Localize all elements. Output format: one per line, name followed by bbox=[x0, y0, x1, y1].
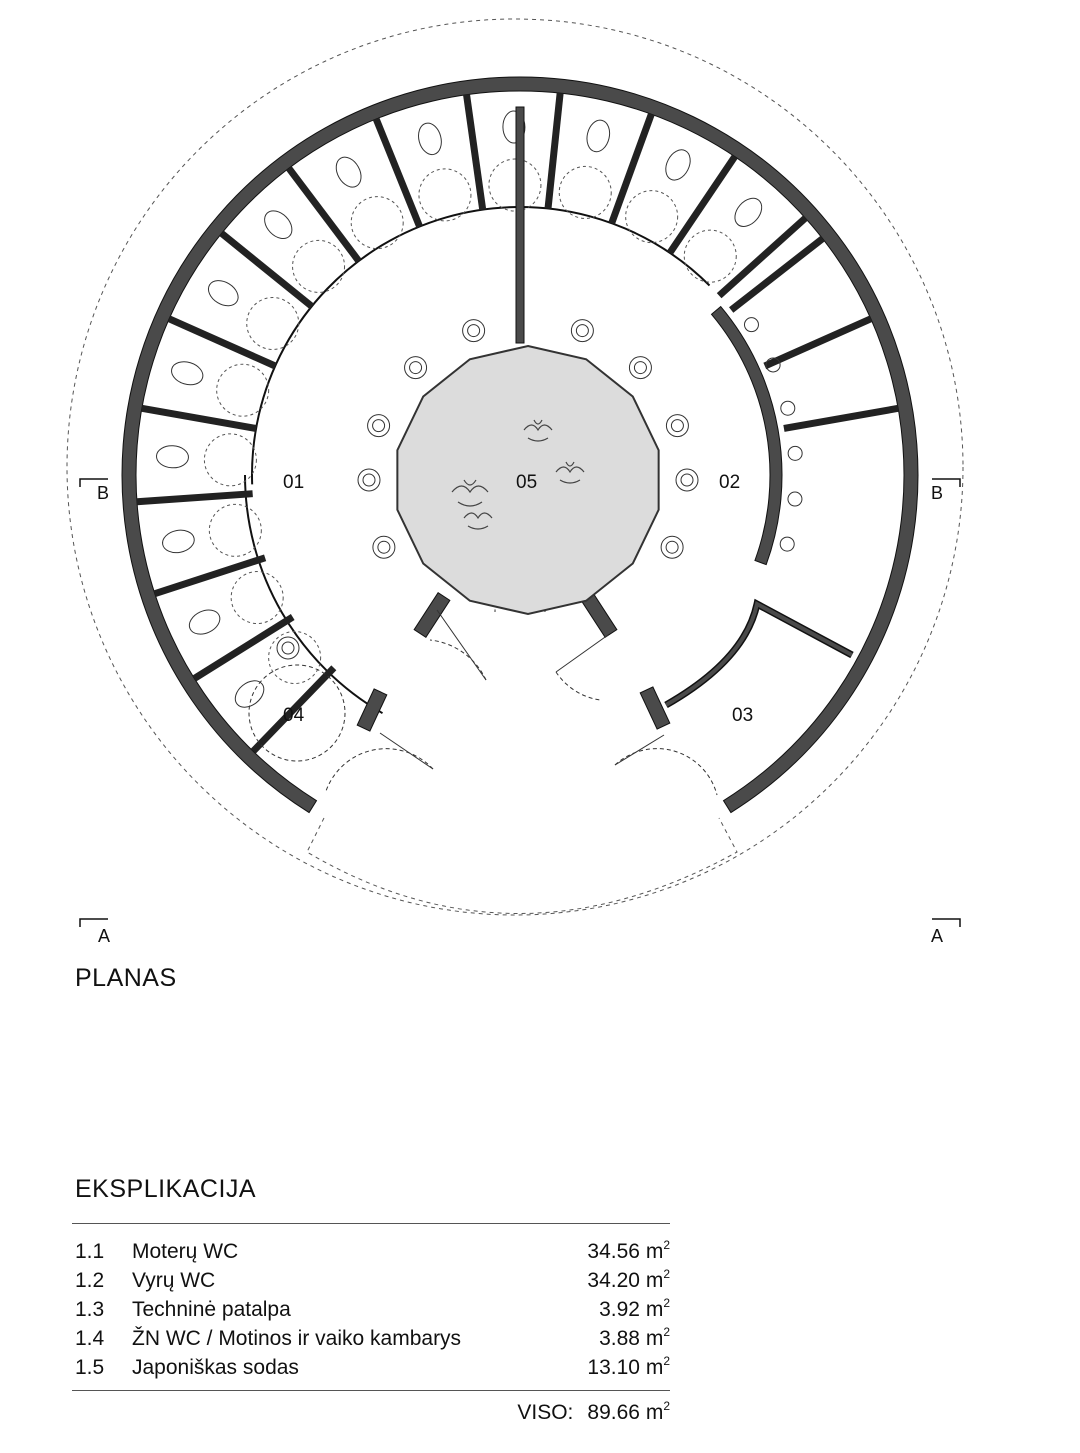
wall-stub-left bbox=[357, 689, 387, 731]
row-number: 1.3 bbox=[75, 1298, 105, 1321]
washbasin-icon bbox=[676, 469, 698, 491]
tech-room-wall bbox=[666, 604, 852, 705]
section-letter-a-left: A bbox=[98, 926, 111, 946]
washbasin-icon bbox=[681, 474, 693, 486]
stall-partition bbox=[155, 558, 265, 594]
washbasin-icon bbox=[468, 325, 480, 337]
stall-partition bbox=[142, 408, 256, 428]
row-area: 3.88 $m^2$ bbox=[599, 1325, 670, 1350]
stall-partition bbox=[137, 494, 253, 502]
stall-partition bbox=[289, 168, 359, 261]
explication-table bbox=[75, 1237, 670, 1382]
stall-door-swing bbox=[217, 364, 269, 416]
washbasin-icon bbox=[629, 357, 651, 379]
stall-partition bbox=[548, 93, 560, 208]
entrance-outline bbox=[307, 818, 737, 914]
toilet-icon bbox=[661, 146, 695, 185]
row-number: 1.4 bbox=[75, 1327, 105, 1350]
toilet-icon bbox=[156, 445, 189, 469]
room-label-02: 02 bbox=[719, 472, 741, 493]
toilet-icon bbox=[584, 118, 613, 154]
washbasin-icon bbox=[277, 637, 299, 659]
garden-stub-left bbox=[414, 593, 450, 638]
table-bottom-rule bbox=[72, 1390, 670, 1391]
toilet-icon bbox=[331, 153, 366, 192]
total-value: 89.66 $m^2$ bbox=[587, 1399, 670, 1424]
washbasin-icon bbox=[463, 320, 485, 342]
row-name: Vyrų WC bbox=[132, 1269, 216, 1292]
total-label: VISO: bbox=[517, 1401, 574, 1424]
spine-wall bbox=[516, 107, 524, 343]
stall-partition bbox=[765, 319, 871, 366]
stall-door-swing bbox=[204, 434, 256, 486]
section-letter-a-right: A bbox=[931, 926, 944, 946]
stall-door-swing bbox=[489, 159, 541, 211]
total-row bbox=[75, 1398, 670, 1428]
washbasin-icon bbox=[378, 541, 390, 553]
explication-title: EKSPLIKACIJA bbox=[75, 1175, 257, 1203]
washbasin-icon bbox=[368, 415, 390, 437]
toilet-icon bbox=[415, 121, 445, 158]
row-number: 1.1 bbox=[75, 1240, 105, 1263]
toilet-icon bbox=[161, 528, 197, 556]
row-name: Moterų WC bbox=[132, 1240, 239, 1263]
section-letter-b-left: B bbox=[97, 483, 110, 503]
inner-arc-lower bbox=[245, 475, 383, 713]
stall-partition bbox=[784, 408, 898, 428]
stall-partition bbox=[169, 319, 275, 366]
washbasin-icon bbox=[571, 320, 593, 342]
room-label-03: 03 bbox=[732, 705, 754, 726]
stall-partition bbox=[467, 95, 483, 210]
row-number: 1.5 bbox=[75, 1356, 105, 1379]
stall-door-swing bbox=[247, 297, 299, 349]
washbasin-drain bbox=[282, 642, 294, 654]
stall-partition bbox=[612, 114, 652, 223]
row-area: 34.20 $m^2$ bbox=[587, 1267, 670, 1292]
stall-partition bbox=[376, 119, 419, 227]
table-row bbox=[75, 1295, 670, 1324]
stall-door-swing bbox=[293, 240, 345, 292]
room-label-01: 01 bbox=[283, 472, 305, 493]
washbasin-icon bbox=[666, 415, 688, 437]
washbasin-icon bbox=[410, 362, 422, 374]
row-area: 13.10 $m^2$ bbox=[587, 1354, 670, 1379]
row-area: 34.56 $m^2$ bbox=[587, 1238, 670, 1263]
table-row bbox=[75, 1266, 670, 1295]
stall-door-swing bbox=[626, 191, 678, 243]
table-row bbox=[75, 1237, 670, 1266]
stall-door-swing bbox=[231, 572, 283, 624]
washbasin-icon bbox=[576, 325, 588, 337]
washbasin-icon bbox=[634, 362, 646, 374]
row-name: Japoniškas sodas bbox=[132, 1356, 299, 1379]
urinal-icon bbox=[788, 492, 802, 506]
stall-partition bbox=[222, 233, 312, 306]
toilet-icon bbox=[185, 605, 223, 638]
room-label-04: 04 bbox=[283, 705, 305, 726]
stall-door-swing bbox=[559, 166, 611, 218]
toilet-icon bbox=[204, 275, 243, 310]
room-label-05: 05 bbox=[516, 472, 538, 493]
washbasin-icon bbox=[358, 469, 380, 491]
urinal-icon bbox=[788, 446, 802, 460]
washbasin-icon bbox=[373, 536, 395, 558]
stall-partition bbox=[670, 157, 735, 253]
washbasin-icon bbox=[661, 536, 683, 558]
urinal-icon bbox=[744, 318, 758, 332]
toilet-icon bbox=[259, 206, 297, 244]
urinal-wall bbox=[712, 307, 782, 565]
washbasin-icon bbox=[363, 474, 375, 486]
row-area: 3.92 $m^2$ bbox=[599, 1296, 670, 1321]
stall-door-swing bbox=[419, 169, 471, 221]
stall-door-swing bbox=[684, 230, 736, 282]
washbasin-icon bbox=[671, 420, 683, 432]
urinal-icon bbox=[780, 537, 794, 551]
urinal-icon bbox=[781, 401, 795, 415]
row-name: ŽN WC / Motinos ir vaiko kambarys bbox=[132, 1327, 462, 1350]
stall-door-swing bbox=[351, 197, 403, 249]
wall-stub-right bbox=[640, 687, 670, 729]
toilet-icon bbox=[169, 358, 206, 388]
table-row bbox=[75, 1324, 670, 1353]
toilet-icon bbox=[730, 193, 768, 232]
row-name: Techninė patalpa bbox=[132, 1298, 291, 1321]
plan-title: PLANAS bbox=[75, 964, 177, 992]
washbasin-icon bbox=[373, 420, 385, 432]
section-letter-b-right: B bbox=[931, 483, 944, 503]
washbasin-icon bbox=[405, 357, 427, 379]
stall-door-swing bbox=[209, 504, 261, 556]
table-top-rule bbox=[72, 1223, 670, 1224]
table-row bbox=[75, 1353, 670, 1382]
row-number: 1.2 bbox=[75, 1269, 105, 1292]
washbasin-icon bbox=[666, 541, 678, 553]
